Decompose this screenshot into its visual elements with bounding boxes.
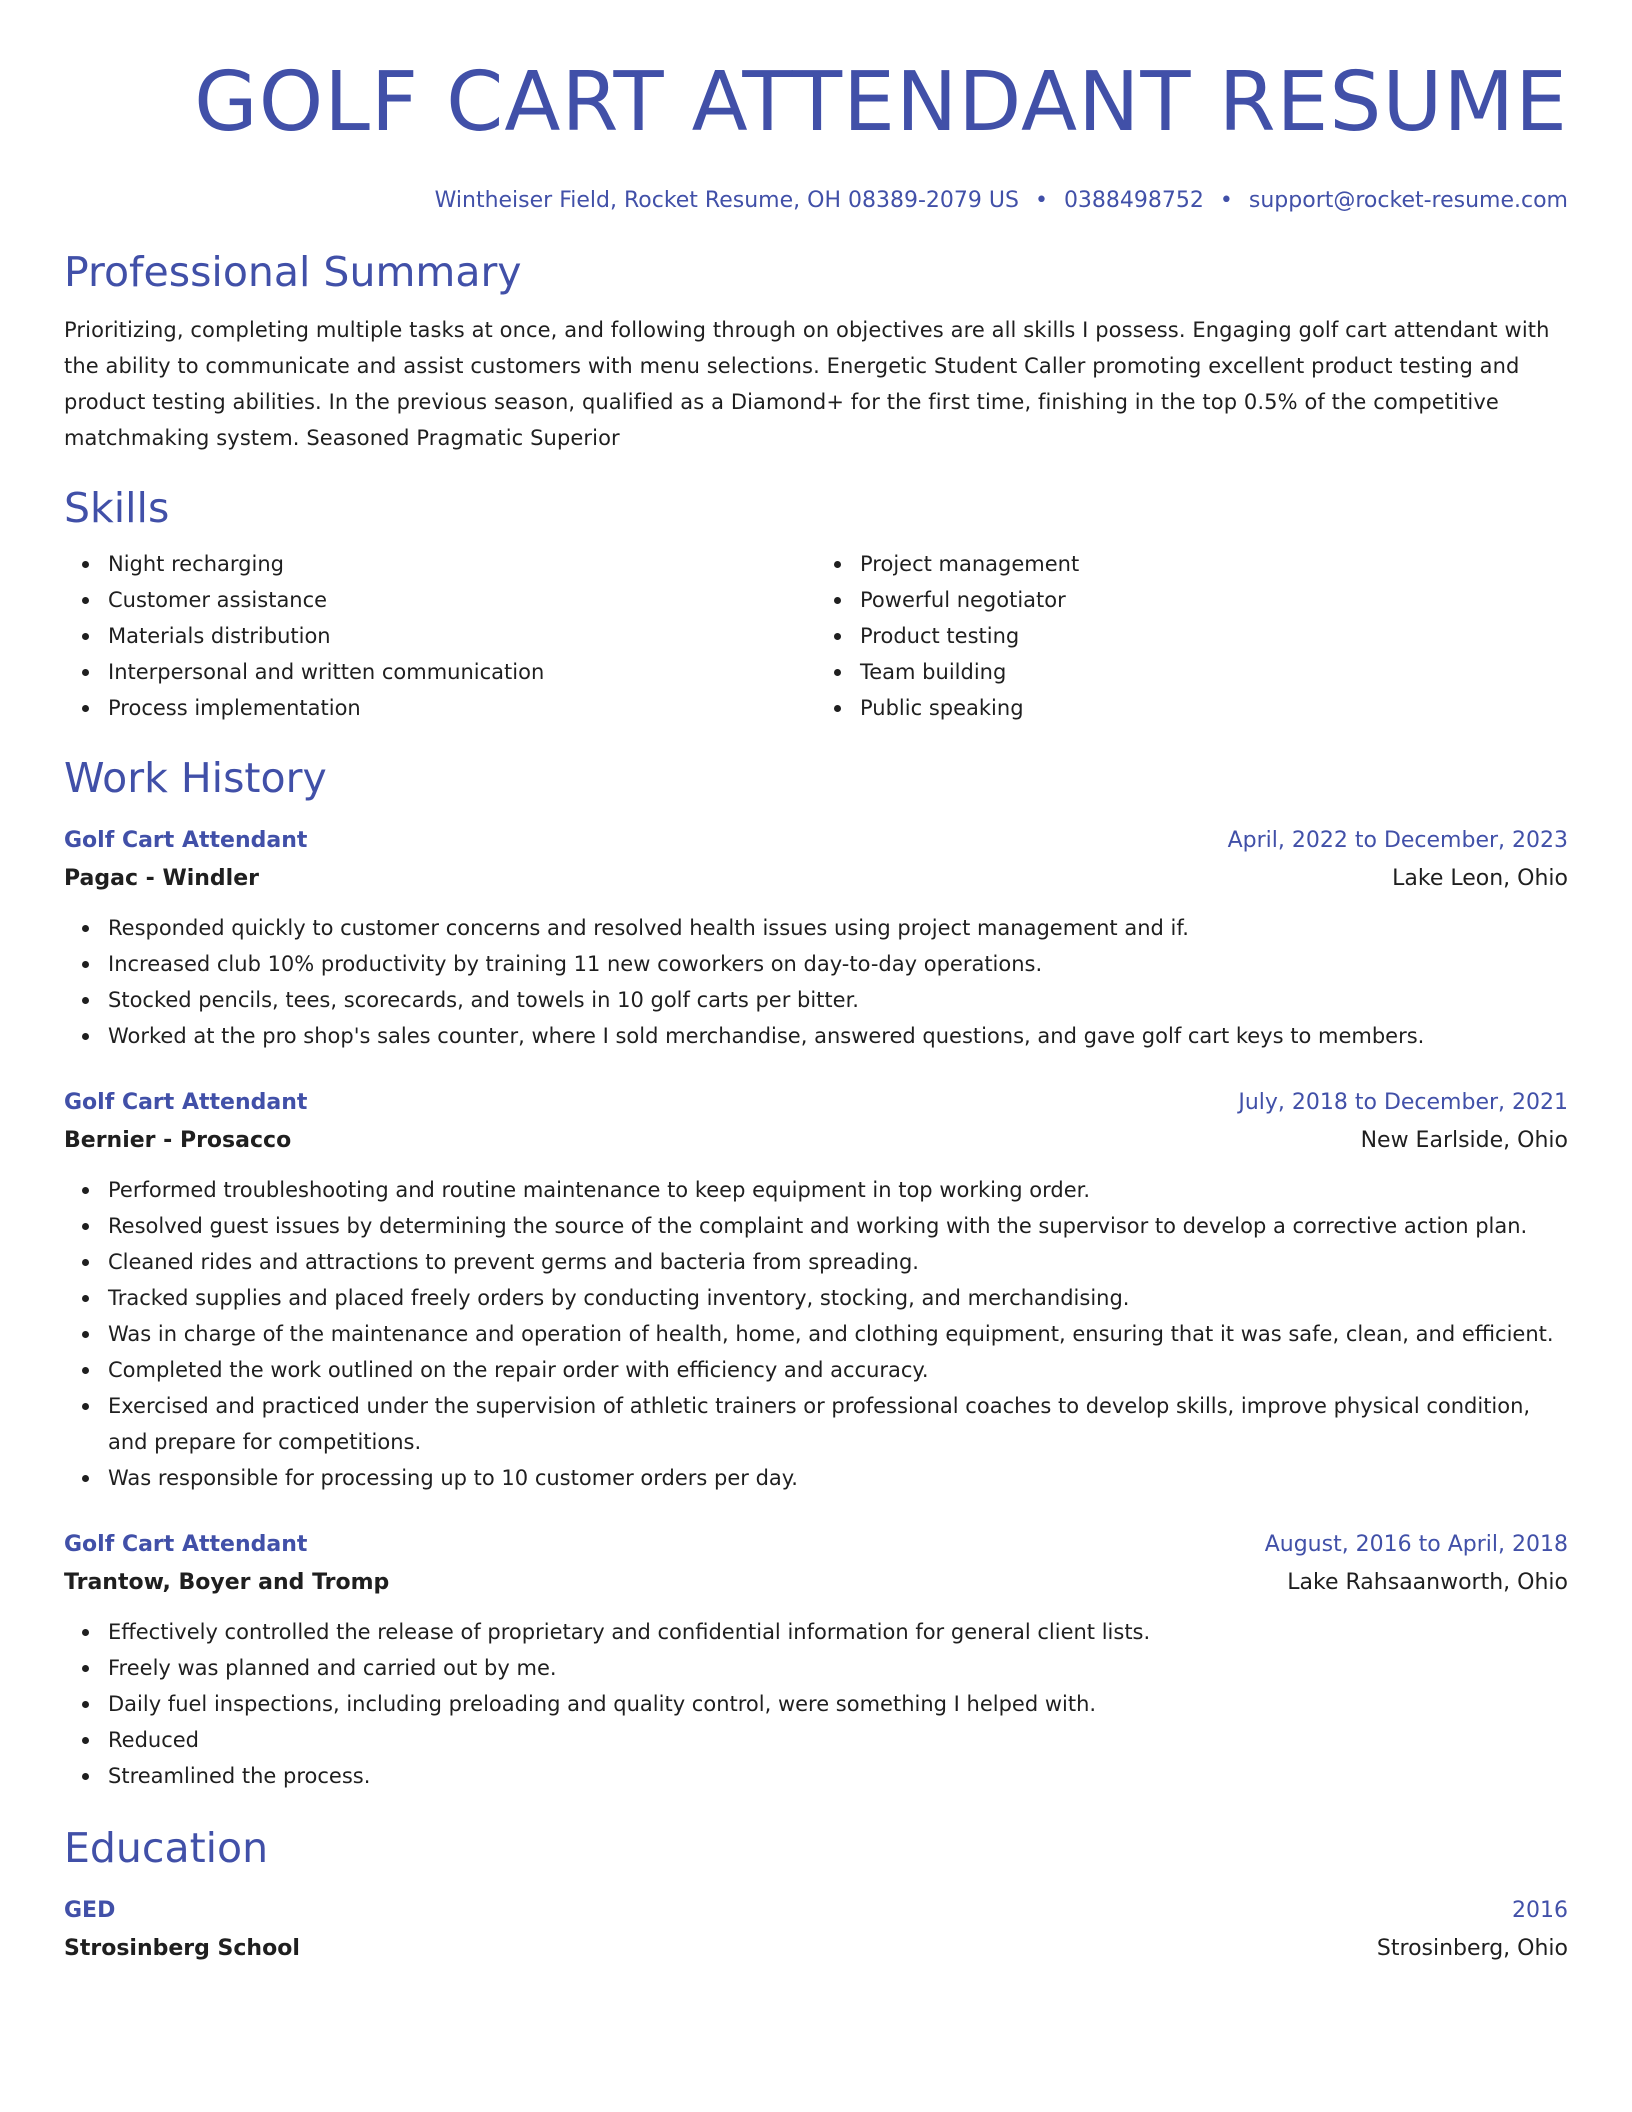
job-company-row <box>64 1122 1568 1160</box>
job-bullet: Freely was planned and carried out by me. <box>108 1650 1568 1686</box>
job-entry <box>64 1526 1568 1794</box>
contact-email[interactable]: support@rocket-resume.com <box>1248 188 1568 213</box>
job-bullet: Was in charge of the maintenance and operation of health, home, and clothing equipment, ensuring that it was safe, clean, and efficient. <box>108 1316 1568 1352</box>
contact-line <box>64 186 1568 216</box>
skill-item: Night recharging <box>108 546 816 582</box>
skill-item: Interpersonal and written communication <box>108 654 816 690</box>
summary-text: Prioritizing, completing multiple tasks at once, and following through on objectives are all skills I possess. Engaging golf cart attendant with the ability to communicate and assist customers with menu selections. Energetic Student Caller promoting excellent product testing and product testing abilities. In the previous season, qualified as a Diamond+ for the first time, finishing in the top 0.5% of the competitive matchmaking system. Seasoned Pragmatic Superior <box>64 318 1550 450</box>
skill-item: Powerful negotiator <box>860 582 1568 618</box>
education-location: Strosinberg, Ohio <box>1376 1936 1568 1961</box>
job-bullet: Exercised and practiced under the supervision of athletic trainers or professional coaches to develop skills, improve physical condition, and prepare for competitions. <box>108 1388 1568 1460</box>
resume-title: GOLF CART ATTENDANT RESUME <box>194 55 1568 150</box>
job-location: Lake Rahsaanworth, Ohio <box>1287 1570 1568 1595</box>
job-location: New Earlside, Ohio <box>1360 1128 1568 1153</box>
job-title: Golf Cart Attendant <box>64 828 308 853</box>
job-dates: August, 2016 to April, 2018 <box>1264 1532 1568 1557</box>
contact-separator: • <box>1034 188 1048 213</box>
skill-item: Project management <box>860 546 1568 582</box>
job-bullet: Increased club 10% productivity by training 11 new coworkers on day-to-day operations. <box>108 946 1568 982</box>
job-bullets <box>64 910 1568 1054</box>
job-bullet: Streamlined the process. <box>108 1758 1568 1794</box>
job-company: Bernier - Prosacco <box>64 1128 292 1153</box>
job-title: Golf Cart Attendant <box>64 1532 308 1557</box>
education-school: Strosinberg School <box>64 1936 300 1961</box>
job-company: Trantow, Boyer and Tromp <box>64 1570 390 1595</box>
job-bullet: Stocked pencils, tees, scorecards, and towels in 10 golf carts per bitter. <box>108 982 1568 1018</box>
job-bullet: Cleaned rides and attractions to prevent germs and bacteria from spreading. <box>108 1244 1568 1280</box>
education-header-row <box>64 1892 1568 1930</box>
job-bullet: Daily fuel inspections, including preloading and quality control, were something I helped with. <box>108 1686 1568 1722</box>
skill-item: Team building <box>860 654 1568 690</box>
skill-item: Process implementation <box>108 690 816 726</box>
job-bullet: Tracked supplies and placed freely orders by conducting inventory, stocking, and merchandising. <box>108 1280 1568 1316</box>
job-bullet: Effectively controlled the release of proprietary and confidential information for general client lists. <box>108 1614 1568 1650</box>
contact-address: Wintheiser Field, Rocket Resume, OH 08389-2079 US <box>434 188 1019 213</box>
job-bullet: Reduced <box>108 1722 1568 1758</box>
job-bullet: Performed troubleshooting and routine maintenance to keep equipment in top working order. <box>108 1172 1568 1208</box>
contact-separator: • <box>1219 188 1233 213</box>
job-bullet: Resolved guest issues by determining the source of the complaint and working with the supervisor to develop a corrective action plan. <box>108 1208 1568 1244</box>
skill-item: Product testing <box>860 618 1568 654</box>
job-dates: April, 2022 to December, 2023 <box>1227 828 1568 853</box>
education-degree: GED <box>64 1898 116 1923</box>
job-location: Lake Leon, Ohio <box>1392 866 1568 891</box>
job-entry <box>64 822 1568 1054</box>
job-bullets <box>64 1614 1568 1794</box>
job-company: Pagac - Windler <box>64 866 259 891</box>
job-bullet: Completed the work outlined on the repair order with efficiency and accuracy. <box>108 1352 1568 1388</box>
summary-heading: Professional Summary <box>64 248 522 296</box>
skill-item: Materials distribution <box>108 618 816 654</box>
contact-phone: 0388498752 <box>1063 188 1204 213</box>
work-history-heading: Work History <box>64 754 327 802</box>
job-header-row <box>64 822 1568 860</box>
education-entry <box>64 1892 1568 1968</box>
job-header-row <box>64 1084 1568 1122</box>
skill-item: Public speaking <box>860 690 1568 726</box>
job-dates: July, 2018 to December, 2021 <box>1238 1090 1568 1115</box>
job-bullets <box>64 1172 1568 1496</box>
skill-item: Customer assistance <box>108 582 816 618</box>
job-title: Golf Cart Attendant <box>64 1090 308 1115</box>
job-header-row <box>64 1526 1568 1564</box>
skills-heading: Skills <box>64 484 170 532</box>
job-bullet: Responded quickly to customer concerns and resolved health issues using project management and if. <box>108 910 1568 946</box>
skills-column-right <box>816 546 1568 726</box>
job-company-row <box>64 860 1568 898</box>
skills-column-left <box>64 546 816 726</box>
job-company-row <box>64 1564 1568 1602</box>
education-heading: Education <box>64 1824 269 1872</box>
job-bullet: Worked at the pro shop's sales counter, where I sold merchandise, answered questions, and gave golf cart keys to members. <box>108 1018 1568 1054</box>
education-year: 2016 <box>1512 1898 1568 1923</box>
job-bullet: Was responsible for processing up to 10 customer orders per day. <box>108 1460 1568 1496</box>
skills-list <box>64 546 1568 726</box>
education-school-row <box>64 1930 1568 1968</box>
job-entry <box>64 1084 1568 1496</box>
